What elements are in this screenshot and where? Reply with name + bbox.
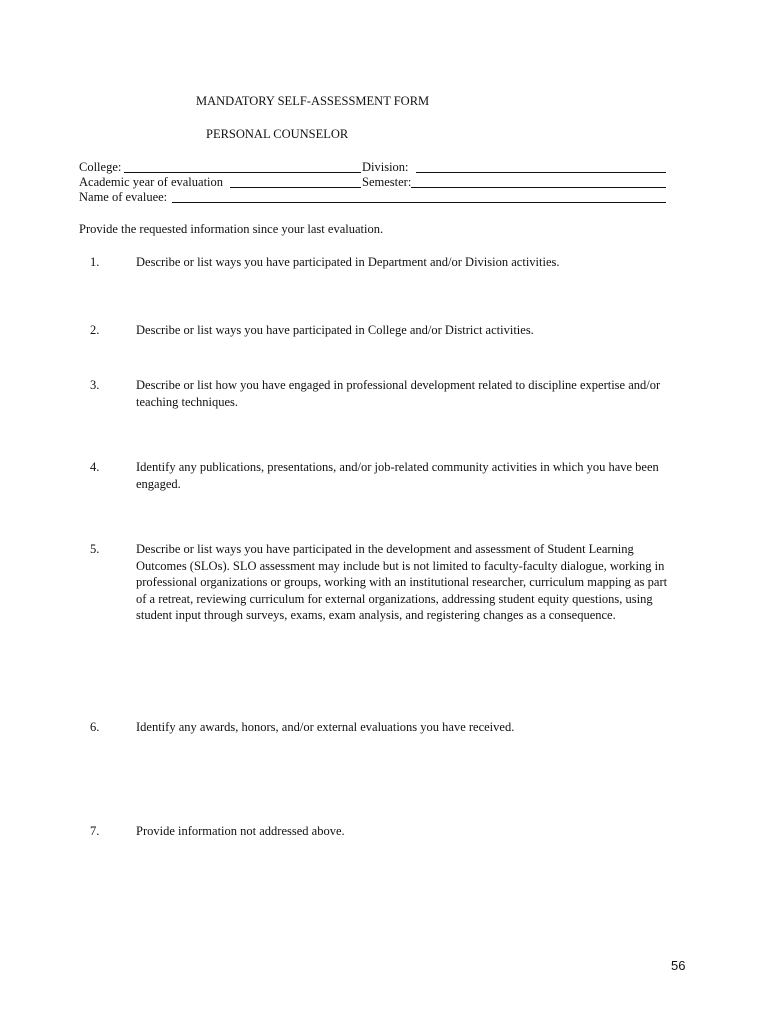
item-text: Identify any awards, honors, and/or external evaluations you have received. xyxy=(136,720,515,734)
evaluee-field[interactable] xyxy=(172,202,666,203)
item-text: Describe or list ways you have participated in College and/or District activities. xyxy=(136,323,534,337)
instructions: Provide the requested information since your last evaluation. xyxy=(79,222,384,236)
evaluee-label: Name of evaluee: xyxy=(79,190,168,204)
academic-year-label: Academic year of evaluation xyxy=(79,175,224,189)
item-number: 1. xyxy=(90,255,100,269)
item-text: Identify any publications, presentations, and/or job-related community activities in which you have been engaged. xyxy=(136,460,659,491)
semester-field[interactable] xyxy=(411,187,666,188)
item-number: 5. xyxy=(90,542,100,556)
item-number: 3. xyxy=(90,378,100,392)
item-text: Describe or list ways you have participated in Department and/or Division activities. xyxy=(136,255,560,269)
item-text: Provide information not addressed above. xyxy=(136,824,345,838)
item-text: Describe or list how you have engaged in professional development related to discipline expertise and/or teaching techniques. xyxy=(136,378,661,409)
item-text: Describe or list ways you have participated in the development and assessment of Student Learning Outcomes (SLOs). SLO assessment may include but is not limited to faculty-faculty dialogue, working in professional organizations or groups, working with an institutional researcher, curriculum mapping as part of a retreat, reviewing curriculum for external organizations, addressing student equity questions, using student input through surveys, exams, exam analysis, and registering changes as a consequence. xyxy=(136,542,668,622)
division-label: Division: xyxy=(362,160,409,174)
semester-label: Semester: xyxy=(362,175,412,189)
college-field[interactable] xyxy=(124,172,361,173)
college-label: College: xyxy=(79,160,122,174)
item-number: 7. xyxy=(90,824,100,838)
academic-year-field[interactable] xyxy=(230,187,361,188)
form-title: MANDATORY SELF-ASSESSMENT FORM xyxy=(196,94,430,108)
form-subtitle: PERSONAL COUNSELOR xyxy=(206,127,349,141)
division-field[interactable] xyxy=(416,172,666,173)
page-number: 56 xyxy=(671,958,686,973)
item-number: 4. xyxy=(90,460,100,474)
item-number: 6. xyxy=(90,720,100,734)
item-number: 2. xyxy=(90,323,100,337)
